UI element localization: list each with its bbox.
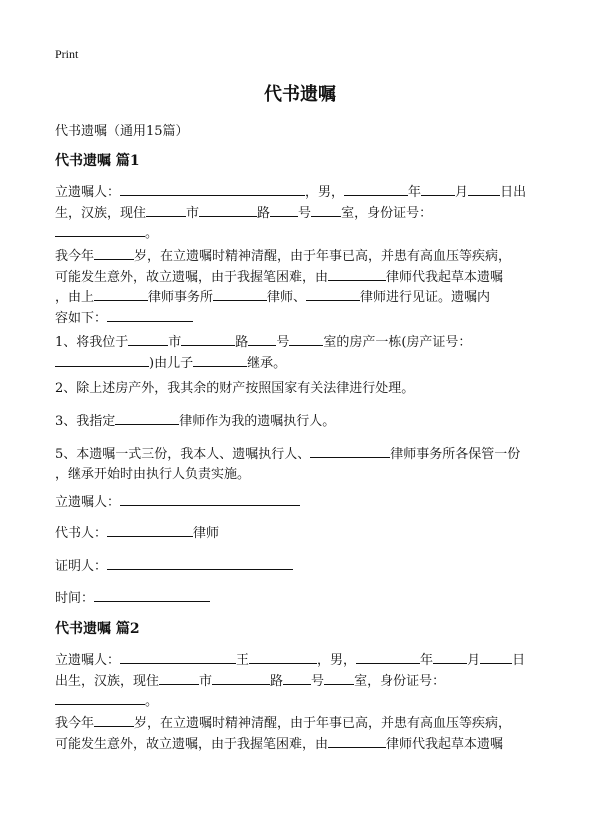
paragraph-item-5: 5、本遗嘱一式三份，我本人、遗嘱执行人、 律师事务所各保管一份 ，继承开始时由执行人负责实施。 [55, 444, 545, 484]
paragraph-item-1: 1、将我位于 市 路 号 室的房产一栋(房产证号： )由儿子 继承。 [55, 332, 545, 373]
print-link[interactable]: Print [55, 47, 79, 61]
document-title: 代书遗嘱 [264, 84, 336, 105]
paragraph-testator-info-2: 立遗嘱人： 王 ，男， 年 月 日 出生，汉族，现住 市 路 号 室，身份证号： 。 [55, 650, 545, 712]
paragraph-testator-info: 立遗嘱人： ，男， 年 月 日出 生，汉族，现住 市 路 号 室，身份证号： 。 [55, 182, 545, 244]
section-heading-2: 代书遗嘱 篇2 [55, 621, 140, 637]
signature-witness: 证明人： [55, 556, 545, 577]
signature-testator: 立遗嘱人： [55, 492, 545, 513]
signature-date: 时间： [55, 588, 545, 609]
paragraph-declaration: 我今年 岁，在立遗嘱时精神清醒，由于年事已高，并患有高血压等疾病， 可能发生意外，故立遗嘱，由于我握笔困难，由 律师代我起草本遗嘱 ，由上 律师事务所 律师、 律师进行见证。遗嘱内 容如下： [55, 246, 545, 328]
document-subtitle: 代书遗嘱（通用15篇） [55, 124, 189, 139]
section-heading-1: 代书遗嘱 篇1 [55, 153, 140, 169]
paragraph-item-3: 3、我指定 律师作为我的遗嘱执行人。 [55, 411, 545, 432]
signature-scribe: 代书人： 律师 [55, 523, 545, 544]
paragraph-declaration-2: 我今年 岁，在立遗嘱时精神清醒，由于年事已高，并患有高血压等疾病， 可能发生意外，故立遗嘱，由于我握笔困难，由 律师代我起草本遗嘱 [55, 713, 545, 754]
paragraph-item-2: 2、除上述房产外，我其余的财产按照国家有关法律进行处理。 [55, 381, 415, 396]
